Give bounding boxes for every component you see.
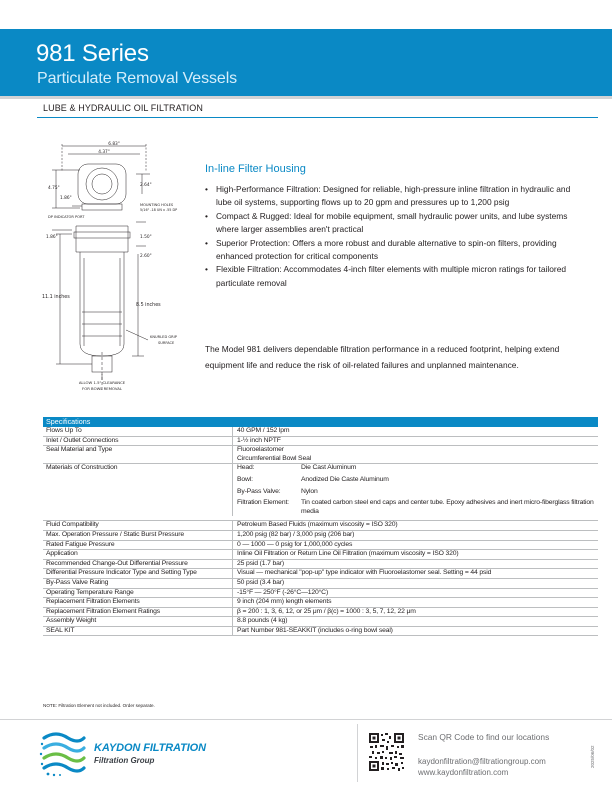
feature-item: [205, 183, 575, 210]
order-note: NOTE: Filtration Element not included. Order separate.: [43, 703, 155, 708]
table-row: [43, 464, 598, 521]
material-key: Filtration Element:: [237, 499, 289, 507]
spec-value: 8.8 pounds (4 kg): [237, 617, 288, 625]
spec-value: [233, 446, 598, 463]
dim-width-inner: 4.37": [98, 150, 110, 155]
dim-right-2: 2.60": [140, 254, 152, 259]
brand-name: KAYDON FILTRATION: [94, 742, 206, 754]
table-row: [43, 531, 598, 541]
material-value: Die Cast Aluminum: [301, 464, 357, 472]
table-row: [43, 579, 598, 589]
dim-top-left-1: 4.75": [48, 186, 60, 191]
table-row: [43, 521, 598, 531]
spec-value: 1,200 psig (82 bar) / 3,000 psig (206 bar): [237, 530, 355, 538]
document-code: 2025/06/02: [590, 745, 595, 768]
material-key: By-Pass Valve:: [237, 487, 281, 495]
mounting-holes-spec: 5/16" -18 UN x .55 DP: [140, 208, 178, 212]
spec-value: Inline Oil Filtration or Return Line Oil Filtration (maximum viscosity = ISO 320): [237, 550, 459, 558]
table-row: [43, 589, 598, 599]
spec-value-line: Circumferential Bowl Seal: [237, 454, 312, 462]
spec-value: β = 200 : 1, 3, 6, 12, or 25 μm / β(c) = 1000 : 3, 5, 7, 12, 22 μm: [237, 607, 416, 615]
brand-group: Filtration Group: [94, 756, 155, 765]
filtration-group-logo-icon: [38, 728, 90, 778]
feature-item: [205, 263, 575, 290]
spec-value: Petroleum Based Fluids (maximum viscosity = ISO 320): [237, 521, 398, 529]
material-item: [237, 464, 598, 473]
banner-underline: [0, 96, 612, 99]
feature-item: [205, 237, 575, 264]
mounting-holes-label: MOUNTING HOLES: [140, 203, 174, 207]
material-key: Bowl:: [237, 475, 253, 483]
specifications-table: [43, 417, 598, 636]
qr-code-icon[interactable]: [368, 732, 405, 772]
spec-value: -15°F — 250°F (-26°C—120°C): [237, 588, 329, 596]
specifications-heading: Specifications: [43, 417, 598, 427]
table-row: [43, 608, 598, 618]
material-value: Anodized Die Caste Aluminum: [301, 475, 389, 483]
dim-bowl: 8.5 inches: [136, 303, 161, 308]
materials-list: [233, 464, 598, 516]
spec-label: Materials of Construction: [43, 464, 233, 516]
table-row: [43, 598, 598, 608]
spec-label: By-Pass Valve Rating: [43, 579, 233, 588]
knurled-grip-label-2: SURFACE: [158, 341, 175, 345]
intro-paragraph: The Model 981 delivers dependable filtration performance in a reduced footprint, helping extend equipment life and reduce the risk of oil-related failures and unplanned maintenance.: [205, 344, 560, 370]
spec-label: Rated Fatigue Pressure: [43, 541, 233, 550]
spec-value: 1-½ inch NPTF: [237, 436, 281, 444]
dim-left-mid: 1.86": [46, 235, 58, 240]
table-row: [43, 427, 598, 437]
spec-value: 50 psid (3.4 bar): [237, 578, 284, 586]
spec-label: Replacement Filtration Element Ratings: [43, 608, 233, 617]
spec-label: Inlet / Outlet Connections: [43, 437, 233, 446]
spec-label: Fluid Compatibility: [43, 521, 233, 530]
category-divider: [37, 117, 598, 118]
website-link[interactable]: www.kaydonfiltration.com: [418, 768, 509, 777]
bullet-icon: •: [205, 210, 208, 221]
feature-text: Superior Protection: Offers a more robust and durable alternative to spin-on filters, providing enhanced protection for critical components: [216, 237, 557, 262]
kaydon-logo: [38, 728, 218, 778]
spec-value: Part Number 981-SEAKKIT (includes o-ring bowl seal): [237, 626, 393, 634]
material-key: Head:: [237, 464, 255, 472]
spec-value: 0 — 1000 — 0 psig for 1,000,000 cycles: [237, 540, 353, 548]
material-item: [237, 476, 598, 485]
dim-top-right: 2.64": [140, 183, 152, 188]
material-value: Tin coated carbon steel end caps and center tube. Epoxy adhesives and inert micro-fiberglass filtration media: [301, 499, 594, 515]
spec-label: Application: [43, 550, 233, 559]
footer-vertical-divider: [357, 724, 358, 782]
page-footer: [0, 720, 612, 792]
bullet-icon: •: [205, 237, 208, 248]
material-item: [237, 499, 598, 516]
bullet-icon: •: [205, 264, 208, 275]
spec-label: SEAL KIT: [43, 627, 233, 636]
spec-label: Assembly Weight: [43, 617, 233, 626]
dim-top-left-2: 1.86": [60, 196, 72, 201]
material-value: Nylon: [301, 487, 318, 495]
filter-housing-drawing: [36, 134, 198, 398]
table-row: [43, 627, 598, 637]
dim-height: 11.1 inches: [42, 295, 70, 300]
feature-text: High-Performance Filtration: Designed for reliable, high-pressure inline filtration in hydraulic and lube oil systems, supporting flows up to 20 gpm and pressures up to 1,200 psig: [216, 184, 571, 208]
table-row: [43, 446, 598, 464]
contact-email[interactable]: kaydonfiltration@filtrationgroup.com: [418, 757, 546, 766]
spec-label: Operating Temperature Range: [43, 589, 233, 598]
dim-right-1: 1.50": [140, 235, 152, 240]
spec-value-line: Fluoroelastomer: [237, 446, 284, 454]
clearance-label-2: FOR BOWL REMOVAL: [82, 386, 122, 391]
table-row: [43, 437, 598, 447]
features-section: [205, 163, 575, 290]
features-heading: In-line Filter Housing: [205, 163, 306, 175]
spec-label: Replacement Filtration Elements: [43, 598, 233, 607]
dim-width-outer: 6.83": [108, 142, 120, 147]
feature-text: Compact & Rugged: Ideal for mobile equipment, small hydraulic power units, and lube systems where larger assemblies aren't practical: [216, 210, 568, 235]
category-label: LUBE & HYDRAULIC OIL FILTRATION: [43, 103, 203, 113]
feature-item: [205, 210, 575, 237]
spec-label: Flows Up To: [43, 427, 233, 436]
spec-label: Differential Pressure Indicator Type and Setting Type: [43, 569, 233, 578]
table-row: [43, 617, 598, 627]
spec-value: 9 inch (204 mm) length elements: [237, 598, 332, 606]
dimension-drawing: [36, 134, 198, 398]
spec-label: Seal Material and Type: [43, 446, 233, 463]
clearance-label-1: ALLOW 1.5" CLEARANCE: [78, 380, 126, 385]
knurled-grip-label-1: KNURLED GRIP: [150, 335, 177, 339]
features-list: [205, 183, 575, 290]
table-row: [43, 569, 598, 579]
spec-label: Recommended Change-Out Differential Pressure: [43, 560, 233, 569]
page-title: 981 Series: [36, 40, 149, 67]
table-row: [43, 541, 598, 551]
material-item: [237, 488, 598, 497]
title-banner: [0, 29, 612, 96]
spec-value: 25 psid (1.7 bar): [237, 559, 284, 567]
scan-qr-text: Scan QR Code to find our locations: [418, 732, 550, 742]
dp-indicator-port-label: DP INDICATOR PORT: [48, 215, 85, 219]
table-row: [43, 560, 598, 570]
feature-text: Flexible Filtration: Accommodates 4-inch filter elements with multiple micron ratings for tailored particulate removal: [216, 264, 567, 288]
table-row: [43, 550, 598, 560]
spec-value: Visual — mechanical "pop-up" type indicator with Fluoroelastomer seal. Setting = 44 psid: [237, 569, 492, 577]
bullet-icon: •: [205, 184, 208, 194]
page-subtitle: Particulate Removal Vessels: [37, 70, 238, 87]
spec-label: Max. Operation Pressure / Static Burst Pressure: [43, 531, 233, 540]
spec-value: 40 GPM / 152 lpm: [237, 427, 290, 434]
